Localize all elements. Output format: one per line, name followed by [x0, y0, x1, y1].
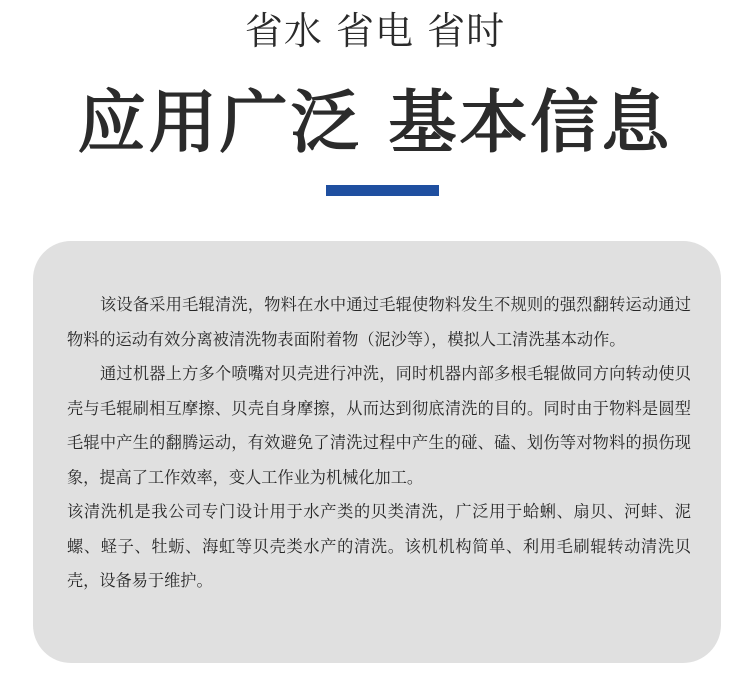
subtitle: 省水 省电 省时	[244, 9, 506, 53]
paragraph-3: 该清洗机是我公司专门设计用于水产类的贝类清洗，广泛用于蛤蜊、扇贝、河蚌、泥螺、蛏子、牡蛎、海虹等贝壳类水产的清洗。该机机构简单、利用毛刷辊转动清洗贝壳，设备易于维护。	[67, 502, 691, 590]
paragraph-1: 该设备采用毛辊清洗，物料在水中通过毛辊使物料发生不规则的强烈翻转运动通过物料的运动有效分离被清洗物表面附着物（泥沙等），模拟人工清洗基本动作。	[67, 295, 691, 349]
description-text	[67, 288, 691, 599]
page-title: 应用广泛 基本信息	[77, 84, 673, 163]
title-accent-bar	[326, 185, 439, 196]
info-card	[33, 241, 721, 663]
paragraph-2: 通过机器上方多个喷嘴对贝壳进行冲洗，同时机器内部多根毛辊做同方向转动使贝壳与毛辊刷相互摩擦、贝壳自身摩擦，从而达到彻底清洗的目的。同时由于物料是圆型毛辊中产生的翻腾运动，有效避免了清洗过程中产生的碰、磕、划伤等对物料的损伤现象，提高了工作效率，变人工作业为机械化加工。	[67, 364, 691, 487]
